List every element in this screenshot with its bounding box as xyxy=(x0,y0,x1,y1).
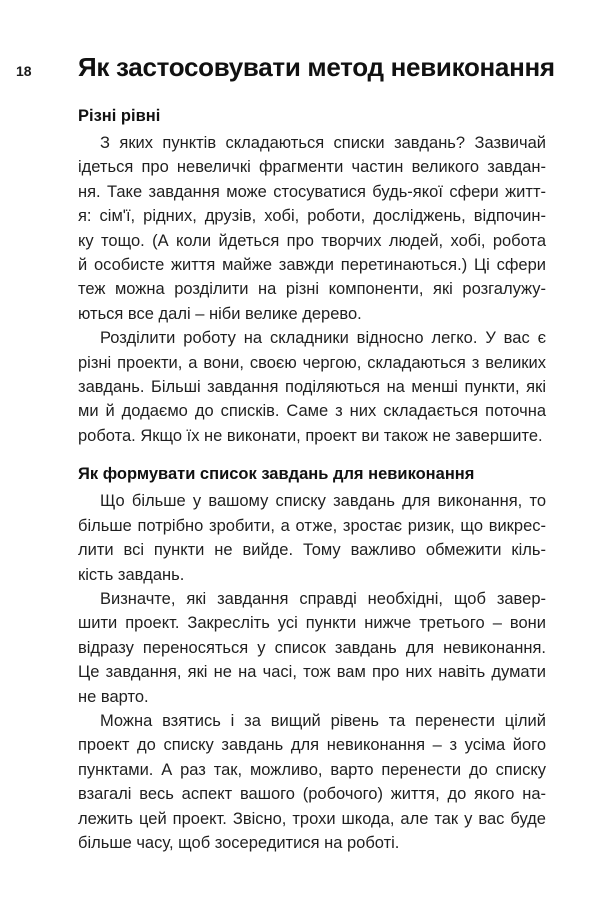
text-line: різні проекти, а вони, своєю чергою, складаються з великих xyxy=(78,353,546,372)
section-heading: Як формувати список завдань для невиконання xyxy=(78,465,475,484)
text-line: ються все далі – ніби велике дерево. xyxy=(78,304,362,323)
text-line: З яких пунктів складаються списки завдань? Зазвичай xyxy=(100,134,546,152)
text-line: більше часу, щоб зосередитися на роботі. xyxy=(78,833,400,852)
paragraph xyxy=(78,709,546,855)
paragraph xyxy=(78,326,546,448)
text-line: ня. Таке завдання може стосуватися будь-якої сфери житт- xyxy=(78,182,546,201)
text-line: Можна взятись і за вищий рівень та перенести цілий xyxy=(100,711,546,730)
text-line: Розділити роботу на складники відносно легко. У вас є xyxy=(100,329,546,348)
chapter-title: Як застосовувати метод невиконання xyxy=(78,52,555,82)
text-line: завдань. Більші завдання поділяються на менші пункти, які xyxy=(78,378,546,397)
text-line: ми й додаємо до списків. Саме з них складається поточна xyxy=(78,402,546,421)
text-line: проект до списку завдань для невиконання – з усіма його xyxy=(78,736,546,755)
paragraph xyxy=(78,131,546,326)
text-line: взагалі весь аспект вашого (робочого) життя, до якого на- xyxy=(78,785,546,804)
text-line: більше потрібно зробити, а отже, зростає ризик, що викрес- xyxy=(78,516,546,535)
page-content xyxy=(78,104,546,855)
page-number: 18 xyxy=(16,63,32,79)
text-line: робота. Якщо їх не виконати, проект ви також не завершите. xyxy=(78,426,543,445)
text-line: теж можна розділити на різні компоненти, які розгалужу- xyxy=(78,280,546,299)
paragraph xyxy=(78,587,546,709)
text-line: я: сім'ї, рідних, друзів, хобі, роботи, досліджень, відпочин- xyxy=(78,207,546,226)
text-line: Що більше у вашому списку завдань для виконання, то xyxy=(100,492,546,511)
text-line: Визначте, які завдання справді необхідні, щоб завер- xyxy=(100,589,546,608)
paragraph xyxy=(78,489,546,587)
text-line: відразу переносяться у список завдань для невиконання. xyxy=(78,638,546,657)
text-line: шити проект. Закресліть усі пункти нижче третього – вони xyxy=(78,614,546,633)
text-line: пунктами. А раз так, можливо, варто перенести до списку xyxy=(78,760,546,779)
text-line: ідеться про невеличкі фрагменти частин великого завдан- xyxy=(78,158,546,177)
text-line: лити всі пункти не вийде. Тому важливо обмежити кіль- xyxy=(78,541,546,560)
text-line: Це завдання, які не на часі, тож вам про них навіть думати xyxy=(78,663,546,682)
text-line: лежить цей проект. Звісно, трохи шкода, але так у вас буде xyxy=(78,809,546,828)
section-heading: Різні рівні xyxy=(78,107,161,125)
text-line: не варто. xyxy=(78,687,149,706)
text-line: кість завдань. xyxy=(78,565,185,584)
text-line: й особисте життя майже завжди перетинаються.) Ці сфери xyxy=(78,256,546,275)
text-line: ку тощо. (А коли йдеться про творчих людей, хобі, робота xyxy=(78,231,546,250)
